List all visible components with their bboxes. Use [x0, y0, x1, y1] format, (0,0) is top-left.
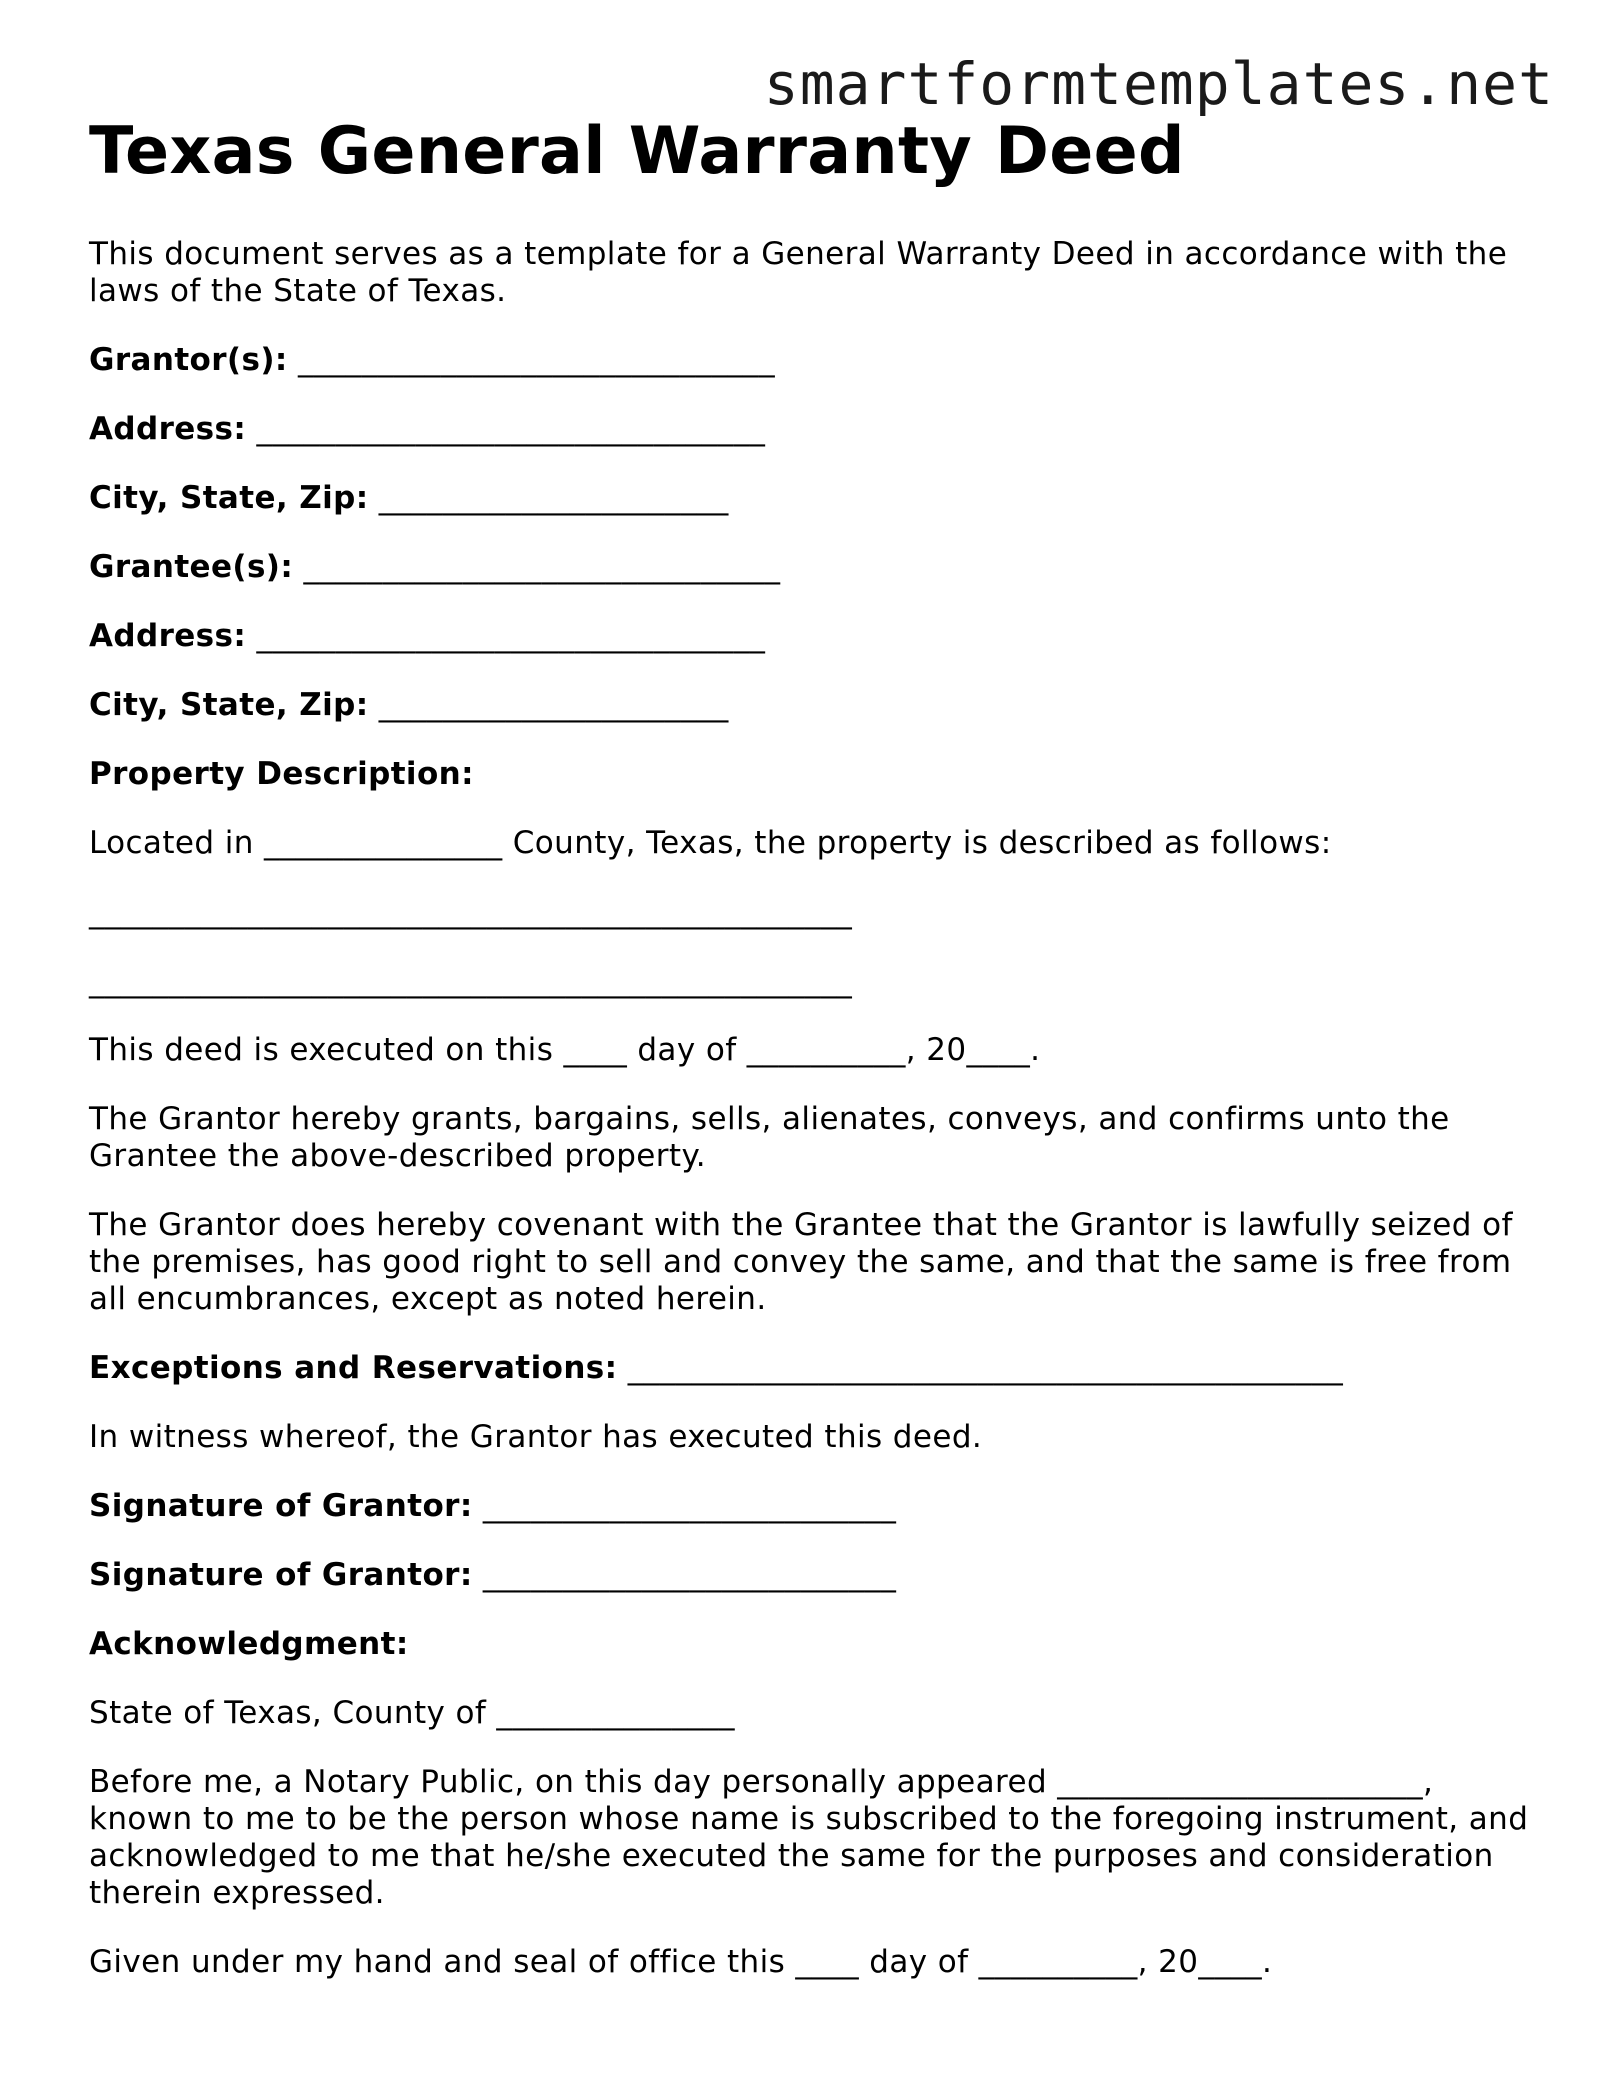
grantee-address-label: Address: [89, 618, 247, 654]
grant-clause: The Grantor hereby grants, bargains, sells, alienates, conveys, and confirms unto the Grantee the above-described property. [89, 1101, 1450, 1174]
grantor-address-field [89, 411, 1529, 448]
property-description-blank-1[interactable]: ________________________________________________ [89, 894, 853, 930]
property-description-heading: Property Description: [89, 756, 474, 792]
grantor-city-state-zip-blank[interactable]: ______________________ [368, 480, 729, 516]
grantor-name-label: Grantor(s): [89, 342, 288, 378]
grantor-signature-blank-1[interactable]: __________________________ [472, 1488, 897, 1524]
grantor-name-blank[interactable]: ______________________________ [287, 342, 775, 378]
grantee-name-blank[interactable]: ______________________________ [293, 549, 781, 585]
property-location-line[interactable]: Located in _______________ County, Texas, the property is described as follows: [89, 825, 1332, 861]
acknowledgment-county-line[interactable]: State of Texas, County of _______________ [89, 1695, 735, 1731]
grantor-address-blank[interactable]: ________________________________ [246, 411, 766, 447]
property-description-blank-2[interactable]: ________________________________________________ [89, 963, 853, 999]
document-body [89, 112, 1529, 2013]
notary-given-line[interactable]: Given under my hand and seal of office this ____ day of __________, 20____. [89, 1944, 1273, 1980]
grantee-city-state-zip-label: City, State, Zip: [89, 687, 369, 723]
grantor-signature-label-1: Signature of Grantor: [89, 1488, 473, 1524]
exceptions-label: Exceptions and Reservations: [89, 1350, 618, 1386]
grantee-address-field [89, 618, 1529, 655]
grantor-address-label: Address: [89, 411, 247, 447]
grantee-address-blank[interactable]: ________________________________ [246, 618, 766, 654]
acknowledgment-heading: Acknowledgment: [89, 1626, 409, 1662]
grantor-city-state-zip-field [89, 480, 1529, 517]
grantee-name-label: Grantee(s): [89, 549, 294, 585]
grantee-name-field [89, 549, 1529, 586]
execution-date-line[interactable]: This deed is executed on this ____ day of __________, 20____. [89, 1032, 1041, 1068]
grantor-signature-field-1 [89, 1488, 1529, 1525]
exceptions-blank[interactable]: _____________________________________________ [617, 1350, 1344, 1386]
watermark: smartformtemplates.net [763, 50, 1554, 118]
page-title: Texas General Warranty Deed [89, 114, 1185, 189]
exceptions-field [89, 1350, 1529, 1387]
grantor-signature-blank-2[interactable]: __________________________ [472, 1557, 897, 1593]
grantee-city-state-zip-blank[interactable]: ______________________ [368, 687, 729, 723]
grantee-city-state-zip-field [89, 687, 1529, 724]
grantor-signature-field-2 [89, 1557, 1529, 1594]
grantor-name-field [89, 342, 1529, 379]
grantor-signature-label-2: Signature of Grantor: [89, 1557, 473, 1593]
notary-statement[interactable]: Before me, a Notary Public, on this day personally appeared _______________________, known to me to be the person whose name is subscribed to the foregoing instrument, and acknowledged to me that he/she executed the same for the purposes and consideration therein expressed. [89, 1764, 1529, 1911]
grantor-city-state-zip-label: City, State, Zip: [89, 480, 369, 516]
covenant-clause: The Grantor does hereby covenant with the Grantee that the Grantor is lawfully seized of the premises, has good right to sell and convey the same, and that the same is free from all encumbrances, except as noted herein. [89, 1207, 1513, 1317]
intro-paragraph: This document serves as a template for a General Warranty Deed in accordance with the laws of the State of Texas. [89, 236, 1508, 309]
witness-statement: In witness whereof, the Grantor has executed this deed. [89, 1419, 983, 1455]
